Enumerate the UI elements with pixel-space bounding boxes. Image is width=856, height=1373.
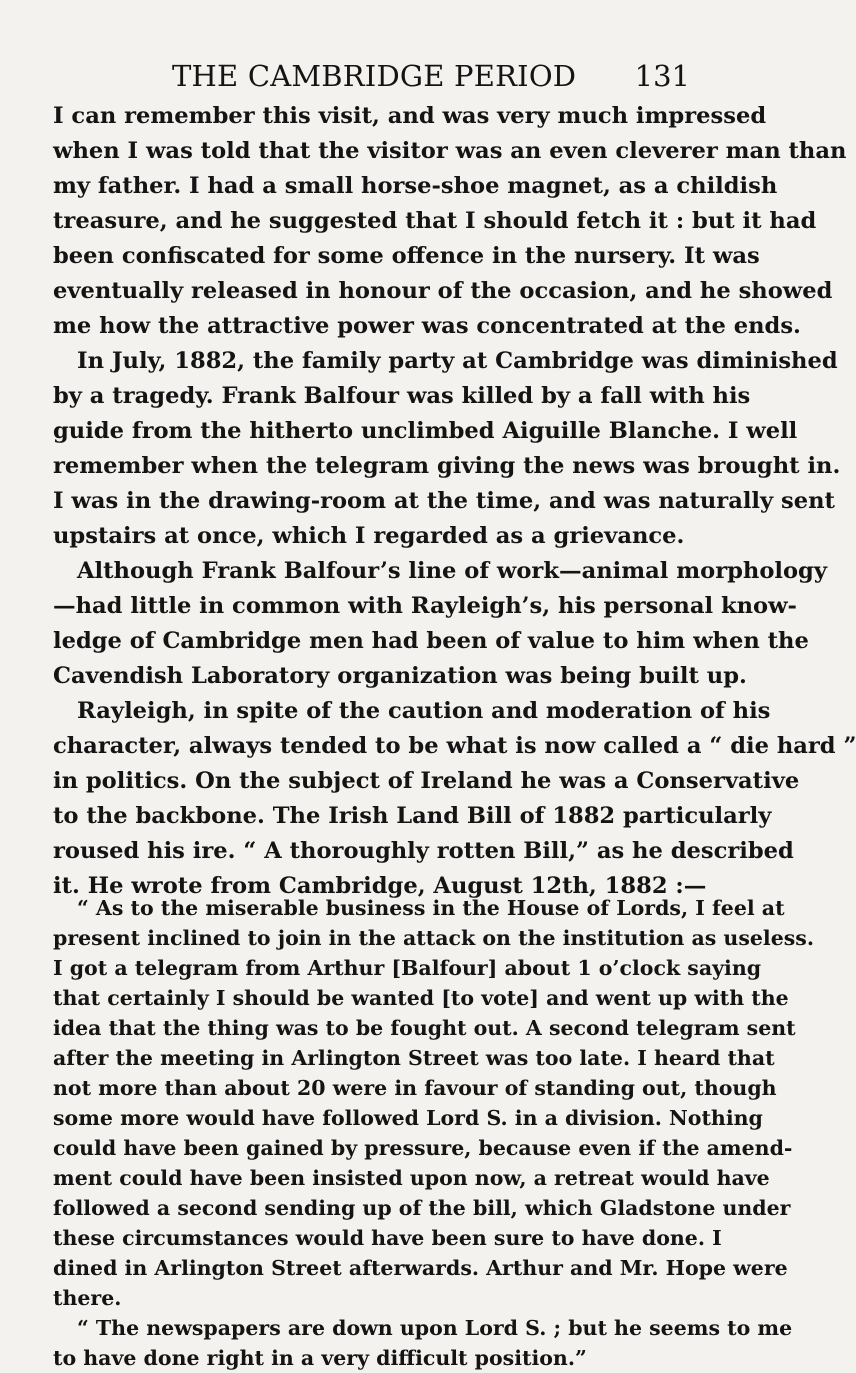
quote-line: present inclined to join in the attack on the institution as useless. [53, 926, 814, 950]
body-line: remember when the telegram giving the news was brought in. [53, 453, 841, 479]
body-line: guide from the hitherto unclimbed Aiguille Blanche. I well [53, 418, 798, 444]
body-line: me how the attractive power was concentrated at the ends. [53, 313, 801, 339]
body-line: when I was told that the visitor was an even cleverer man than [53, 138, 847, 164]
quote-line: “ As to the miserable business in the House of Lords, I feel at [77, 896, 785, 920]
quote-line: I got a telegram from Arthur [Balfour] about 1 o’clock saying [53, 956, 762, 980]
body-line: Rayleigh, in spite of the caution and moderation of his [77, 698, 771, 724]
body-text [53, 99, 856, 904]
body-line: roused his ire. “ A thoroughly rotten Bill,” as he described [53, 838, 794, 864]
body-line: character, always tended to be what is now called a “ die hard ” [53, 733, 856, 759]
quote-line: could have been gained by pressure, because even if the amend- [53, 1136, 793, 1160]
quoted-letter [53, 893, 814, 1373]
body-line: eventually released in honour of the occasion, and he showed [53, 278, 833, 304]
running-header [172, 56, 690, 96]
quote-line: ment could have been insisted upon now, a retreat would have [53, 1166, 770, 1190]
body-line: —had little in common with Rayleigh’s, his personal know- [53, 593, 797, 619]
running-title: THE CAMBRIDGE PERIOD [172, 59, 577, 93]
quote-line: not more than about 20 were in favour of standing out, though [53, 1076, 777, 1100]
body-line: Cavendish Laboratory organization was being built up. [53, 663, 747, 689]
quote-line: followed a second sending up of the bill, which Gladstone under [53, 1196, 791, 1220]
body-line: my father. I had a small horse-shoe magnet, as a childish [53, 173, 778, 199]
quote-line: “ The newspapers are down upon Lord S. ; but he seems to me [77, 1316, 793, 1340]
quote-line: that certainly I should be wanted [to vote] and went up with the [53, 986, 789, 1010]
body-line: it. He wrote from Cambridge, August 12th, 1882 :— [53, 873, 707, 899]
body-line: upstairs at once, which I regarded as a grievance. [53, 523, 685, 549]
body-line: I can remember this visit, and was very much impressed [53, 103, 767, 129]
body-line: ledge of Cambridge men had been of value to him when the [53, 628, 809, 654]
body-line: Although Frank Balfour’s line of work—animal morphology [77, 558, 827, 584]
body-line: to the backbone. The Irish Land Bill of 1882 particularly [53, 803, 772, 829]
body-line: been confiscated for some offence in the nursery. It was [53, 243, 760, 269]
quote-line: dined in Arlington Street afterwards. Arthur and Mr. Hope were [53, 1256, 788, 1280]
quote-line: idea that the thing was to be fought out. A second telegram sent [53, 1016, 796, 1040]
quote-line: after the meeting in Arlington Street was too late. I heard that [53, 1046, 775, 1070]
body-line: treasure, and he suggested that I should fetch it : but it had [53, 208, 817, 234]
page-number: 131 [634, 59, 690, 93]
quote-line: to have done right in a very difficult position.” [53, 1346, 587, 1370]
quote-line: these circumstances would have been sure to have done. I [53, 1226, 722, 1250]
body-line: in politics. On the subject of Ireland he was a Conservative [53, 768, 800, 794]
quote-line: there. [53, 1286, 122, 1310]
quote-line: some more would have followed Lord S. in a division. Nothing [53, 1106, 763, 1130]
body-line: by a tragedy. Frank Balfour was killed by a fall with his [53, 383, 751, 409]
body-line: In July, 1882, the family party at Cambridge was diminished [77, 348, 838, 374]
body-line: I was in the drawing-room at the time, and was naturally sent [53, 488, 835, 514]
